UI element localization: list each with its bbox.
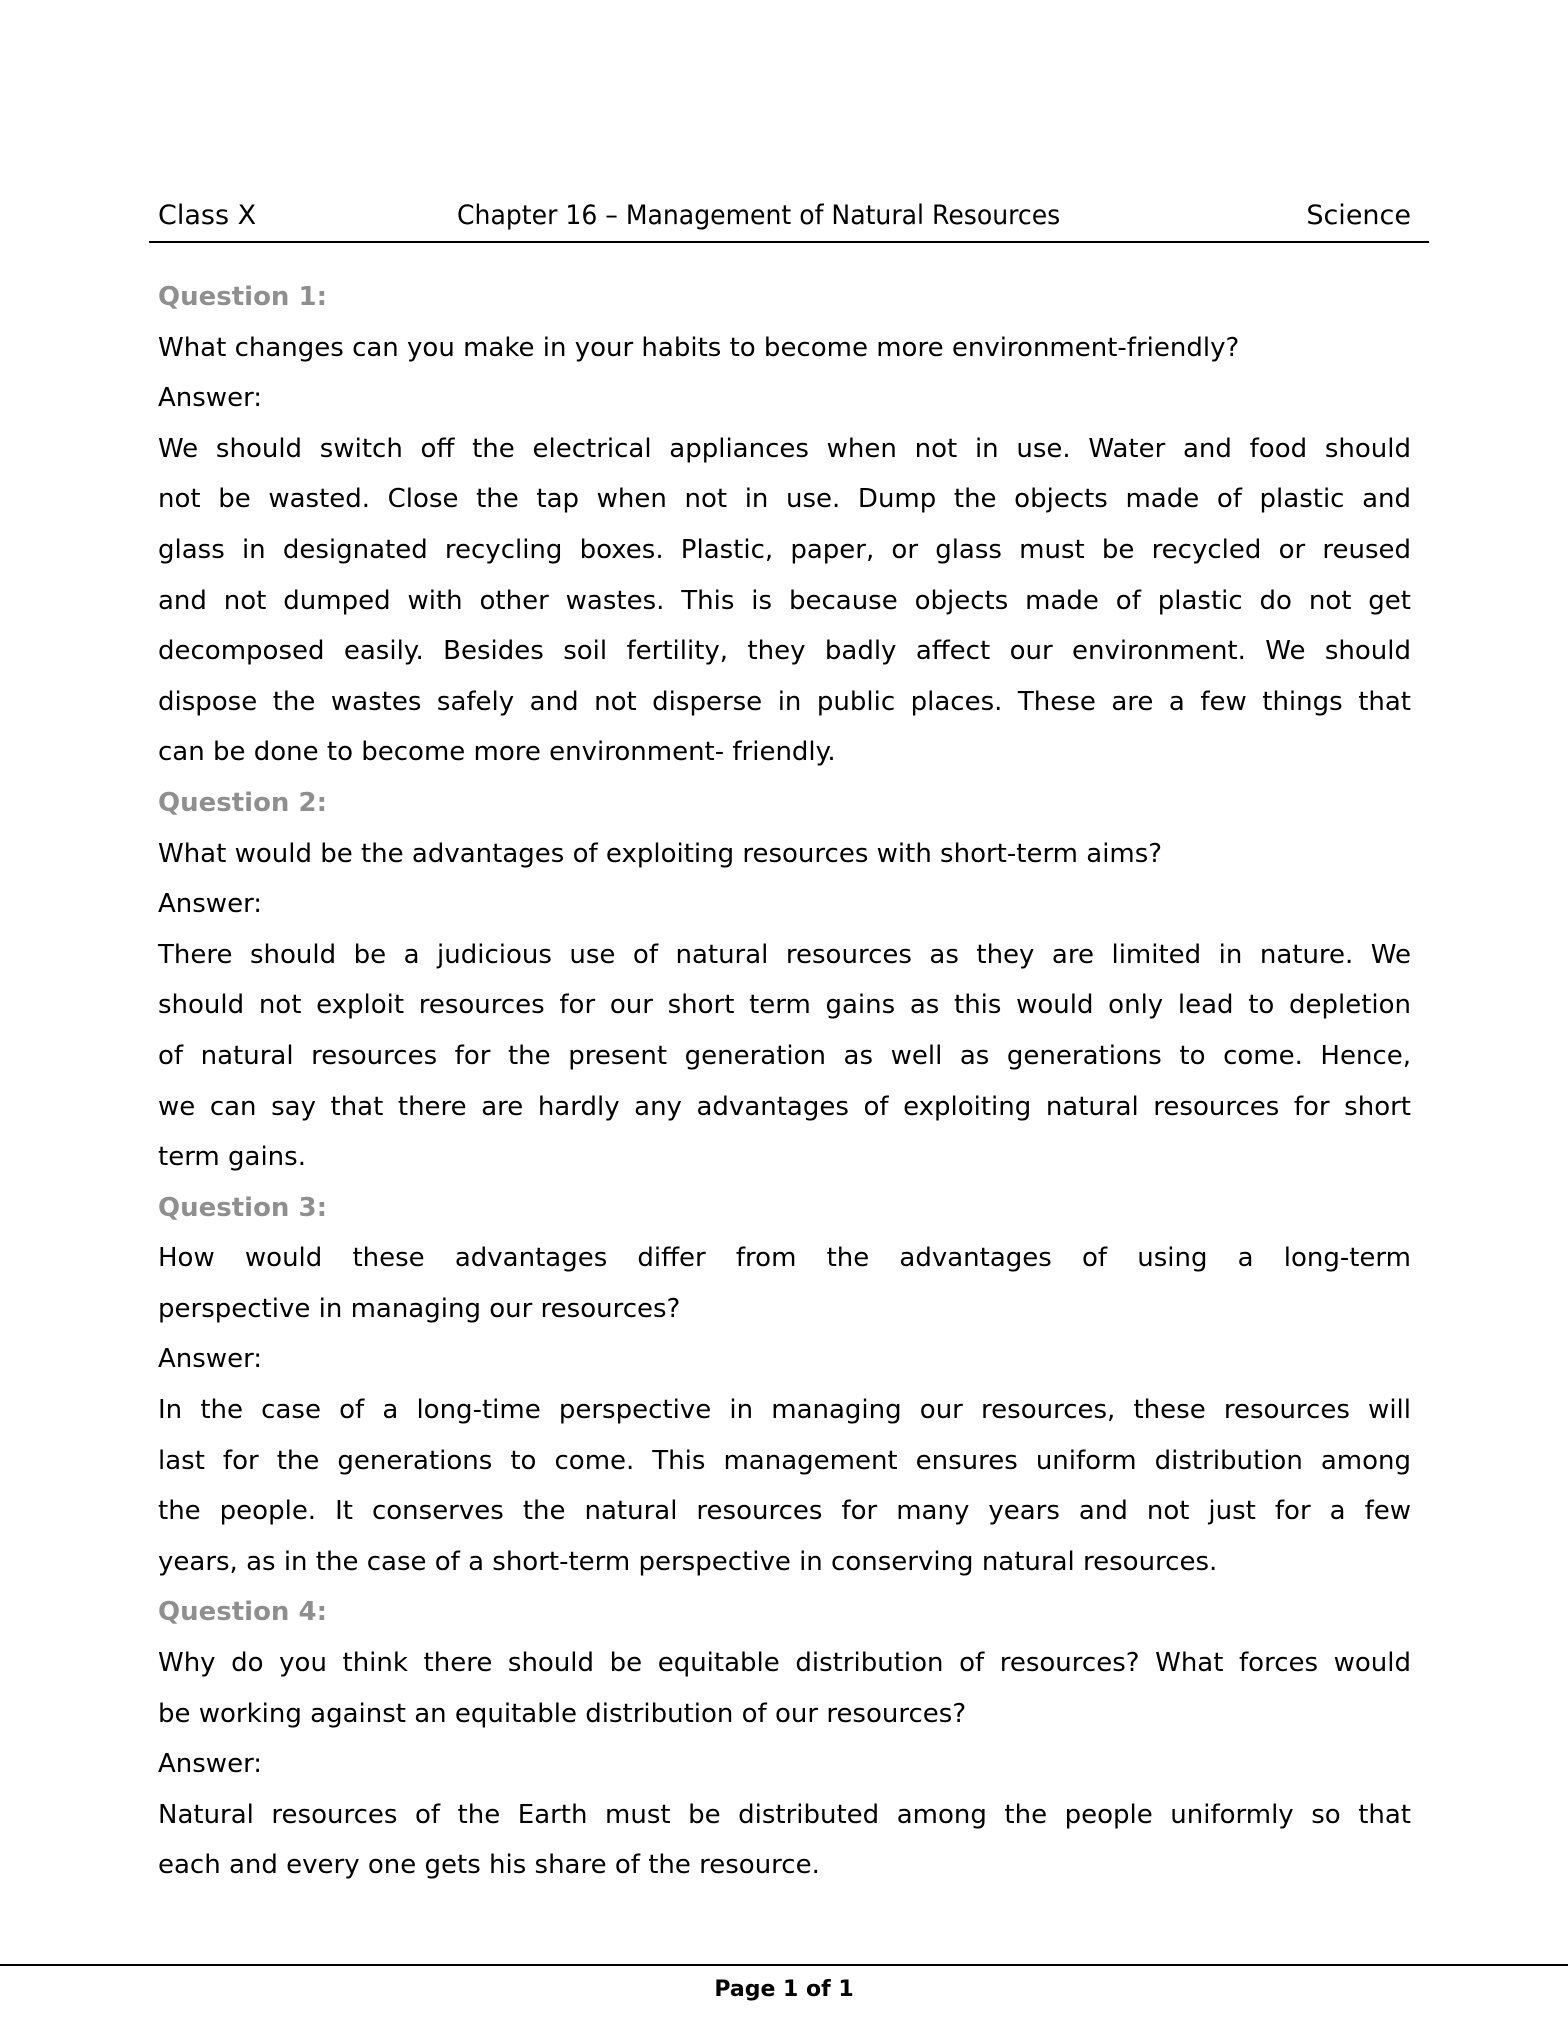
question-label: Question 2:: [158, 787, 327, 818]
answer-text-line: term gains.: [158, 1142, 306, 1173]
question-text-line: Why do you think there should be equitable distribution of resources? What forces would: [158, 1648, 1411, 1679]
answer-text-line: not be wasted. Close the tap when not in use. Dump the objects made of plastic and: [158, 484, 1411, 515]
answer-text-line: years, as in the case of a short-term perspective in conserving natural resources.: [158, 1546, 1218, 1577]
class-label: Class X: [158, 200, 257, 231]
qa-content: [158, 272, 1411, 1891]
answer-text-line: can be done to become more environment- friendly.: [158, 737, 836, 768]
question-text-line: How would these advantages differ from the advantages of using a long-term: [158, 1243, 1411, 1274]
answer-label: Answer:: [158, 383, 263, 414]
question-block: [158, 1587, 1411, 1891]
answer-label: Answer:: [158, 1749, 263, 1780]
answer-text-line: We should switch off the electrical appliances when not in use. Water and food should: [158, 433, 1411, 464]
answer-text-line: glass in designated recycling boxes. Plastic, paper, or glass must be recycled or reused: [158, 534, 1411, 565]
chapter-title: Chapter 16 – Management of Natural Resources: [457, 200, 1061, 231]
answer-text-line: and not dumped with other wastes. This is because objects made of plastic do not get: [158, 585, 1411, 616]
footer-divider: [0, 1964, 1568, 1966]
question-text-line: be working against an equitable distribution of our resources?: [158, 1698, 967, 1729]
answer-text-line: last for the generations to come. This management ensures uniform distribution among: [158, 1445, 1411, 1476]
question-label: Question 1:: [158, 282, 327, 312]
answer-text-line: we can say that there are hardly any advantages of exploiting natural resources for short: [158, 1091, 1411, 1122]
page-number: Page 1 of 1: [714, 1977, 854, 2002]
question-text-line: What would be the advantages of exploiting resources with short-term aims?: [158, 838, 1163, 869]
answer-text-line: the people. It conserves the natural resources for many years and not just for a few: [158, 1496, 1411, 1527]
question-label: Question 3:: [158, 1192, 327, 1223]
answer-text-line: Natural resources of the Earth must be distributed among the people uniformly so that: [158, 1799, 1411, 1830]
header-divider: [149, 241, 1429, 243]
answer-text-line: should not exploit resources for our short term gains as this would only lead to depletion: [158, 990, 1411, 1021]
answer-label: Answer:: [158, 1344, 263, 1375]
question-label: Question 4:: [158, 1597, 327, 1628]
question-text-line: What changes can you make in your habits to become more environment-friendly?: [158, 332, 1240, 363]
page-header: [158, 196, 1411, 236]
answer-text-line: decomposed easily. Besides soil fertility, they badly affect our environment. We should: [158, 636, 1411, 667]
answer-text-line: There should be a judicious use of natural resources as they are limited in nature. We: [158, 939, 1411, 970]
answer-text-line: In the case of a long-time perspective in managing our resources, these resources will: [158, 1395, 1411, 1426]
question-text-line: perspective in managing our resources?: [158, 1293, 681, 1324]
answer-text-line: each and every one gets his share of the resource.: [158, 1850, 820, 1881]
question-block: [158, 1183, 1411, 1588]
question-block: [158, 272, 1411, 778]
question-block: [158, 778, 1411, 1183]
answer-label: Answer:: [158, 889, 263, 920]
answer-text-line: of natural resources for the present generation as well as generations to come. Hence,: [158, 1040, 1411, 1071]
subject-label: Science: [1306, 200, 1411, 231]
answer-text-line: dispose the wastes safely and not disperse in public places. These are a few things that: [158, 686, 1411, 717]
